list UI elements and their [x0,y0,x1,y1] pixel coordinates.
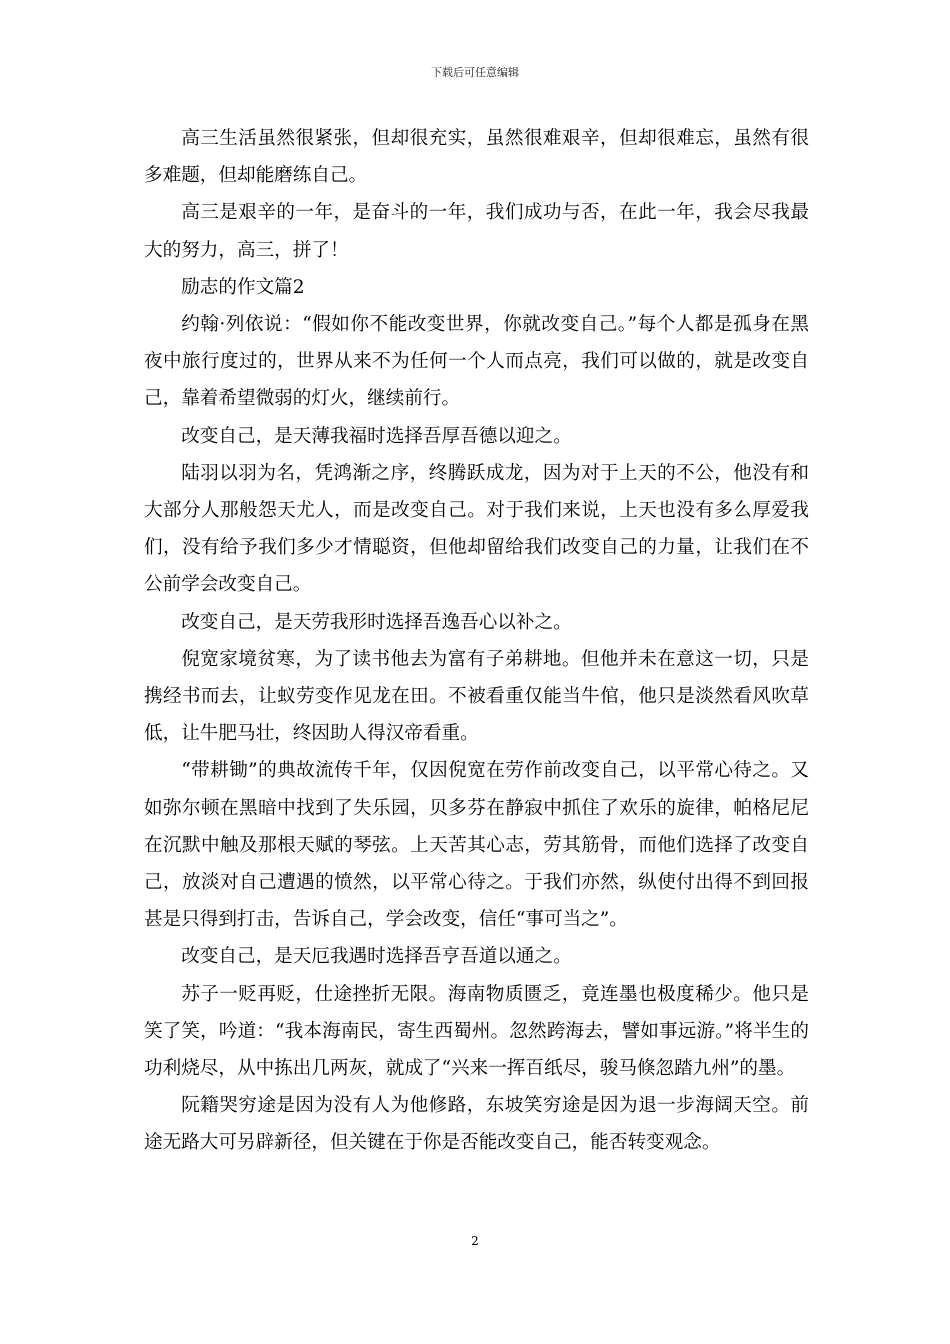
paragraph [144,418,809,455]
text-line: 很多难题，但却能磨练自己。 [144,128,809,187]
text-line: 是笑了笑，吟道：“我本海南民，寄生西蜀州。忽然跨海去，譬如事远游。” [144,983,809,1042]
paragraph [144,641,809,753]
text-line: 阮籍哭穷途是因为没有人为他修路，东坡笑穷途是因为退一步海阔天空。 [181,1095,791,1117]
document-body [144,120,809,1162]
text-line: 不到回报甚是只得到打击，告诉自己，学会改变，信任“事可当之”。 [144,872,809,931]
text-line: 陆羽以羽为名，凭鸿渐之序，终腾跃成龙，因为对于上天的不公，他没有 [181,462,791,484]
paragraph [144,120,809,194]
text-line: 改变自己，是天薄我福时选择吾厚吾德以迎之。 [181,425,572,447]
text-line: “带耕锄”的典故流传千年，仅因倪宽在劳作前改变自己，以平常心待之。 [181,760,791,782]
text-line: 最大的努力，高三，拼了！ [144,202,809,261]
paragraph [144,306,809,418]
section-heading [144,269,809,306]
text-line: 身在黑夜中旅行度过的，世界从来不为任何一个人而点亮，我们可以做的，就 [144,314,809,373]
text-line: 改变自己，放淡对自己遭遇的愤然，以平常心待之。于我们亦然，纵使付出得 [144,834,809,894]
text-line: 将半生的功利烧尽，从中拣出几两灰，就成了“兴来一挥百纸尽，骏马倏忽踏 [144,1020,809,1080]
text-line: 和大部分人那般怨天尤人，而是改变自己。对于我们来说，上天也没有多么厚 [144,462,809,522]
text-line: 改变自己，是天厄我遇时选择吾亨吾道以通之。 [181,946,572,968]
paragraph [144,194,809,268]
paragraph [144,455,809,604]
paragraph [144,1087,809,1161]
paragraph [144,976,809,1088]
text-line: 倪宽家境贫寒，为了读书他去为富有子弟耕地。但他并未在意这一切，只 [181,648,791,670]
text-line: 励志的作文篇2 [181,276,305,298]
text-line: 又如弥尔顿在黑暗中找到了失乐园，贝多芬在静寂中抓住了欢乐的旋律，帕格 [144,760,809,819]
page-number: 2 [471,1234,479,1248]
text-line: 九州”的墨。 [692,1058,796,1080]
page-header: 下载后可任意编辑 [431,66,519,79]
text-line: 是改变自己，靠着希望微弱的灯火，继续前行。 [144,351,809,410]
text-line: 改变自己，是天劳我形时选择吾逸吾心以补之。 [181,611,572,633]
text-line: 苏子一贬再贬，仕途挫折无限。海南物质匮乏，竟连墨也极度稀少。他只 [181,983,791,1005]
text-line: 们在不公前学会改变自己。 [144,537,809,596]
text-line: 约翰·列依说：“假如你不能改变世界，你就改变自己。”每个人都是孤 [181,314,753,336]
text-line: 高三是艰辛的一年，是奋斗的一年，我们成功与否，在此一年，我会尽我 [181,202,791,224]
paragraph [144,752,809,938]
text-line: 吹草低，让牛肥马壮，终因助人得汉帝看重。 [144,686,809,745]
text-line: 爱我们，没有给予我们多少才情聪资，但他却留给我们改变自己的力量，让我 [144,500,809,559]
text-line: 尼尼在沉默中触及那根天赋的琴弦。上天苦其心志，劳其筋骨，而他们选择了 [144,797,809,856]
paragraph [144,938,809,975]
text-line: 前途无路大可另辟新径，但关键在于你是否能改变自己，能否转变观念。 [144,1095,809,1154]
paragraph [144,604,809,641]
text-line: 是携经书而去，让蚁劳变作见龙在田。不被看重仅能当牛倌，他只是淡然看风 [144,648,809,708]
text-line: 高三生活虽然很紧张，但却很充实，虽然很难艰辛，但却很难忘，虽然有 [181,128,791,149]
